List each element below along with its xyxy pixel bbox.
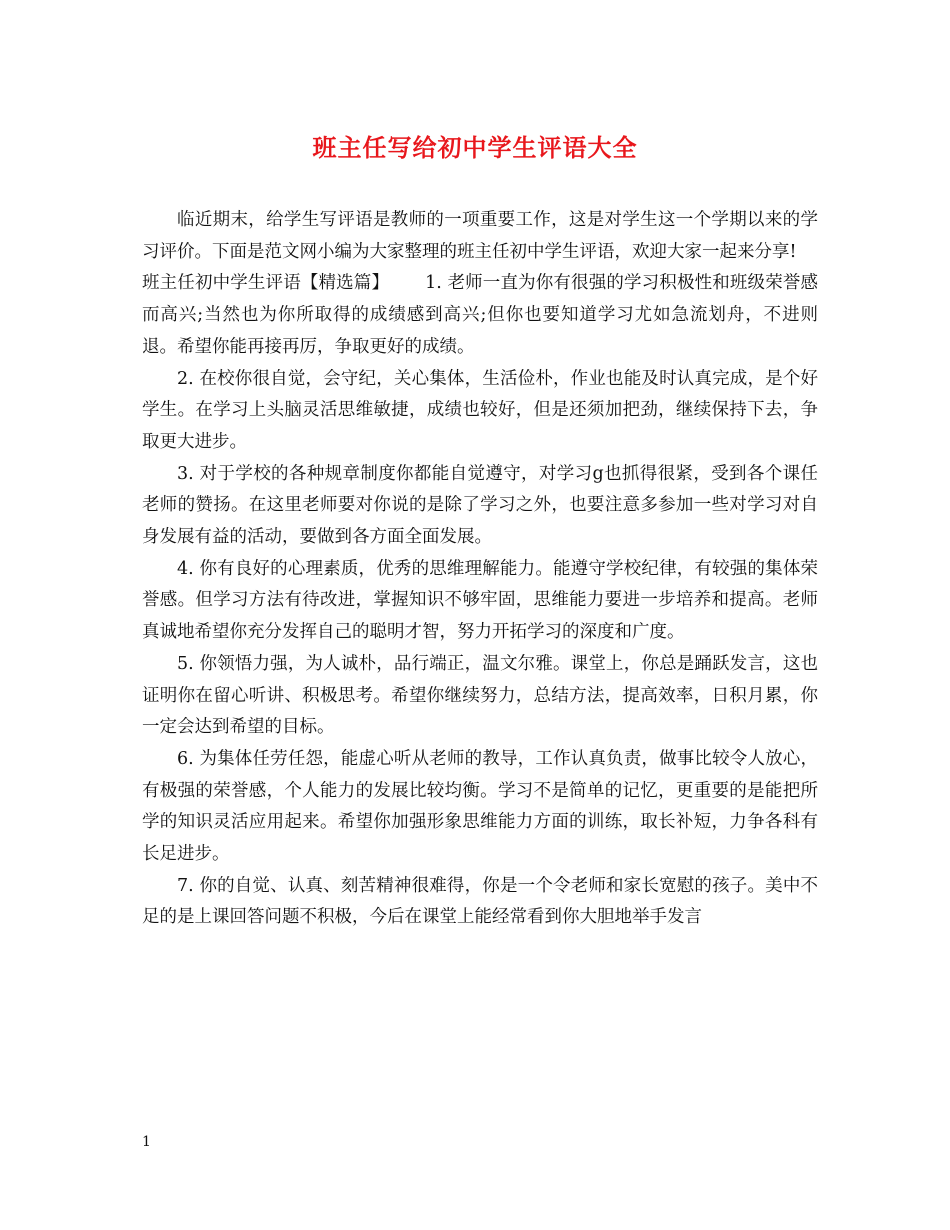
comment-paragraph-6: 6. 为集体任劳任怨，能虚心听从老师的教导，工作认真负责，做事比较令人放心，有极强的荣誉感，个人能力的发展比较均衡。学习不是简单的记忆，更重要的是能把所学的知识灵活应用起来。希望你加强形象思维能力方面的训练，取长补短，力争各科有长足进步。 xyxy=(142,748,818,865)
comment-paragraph-7: 7. 你的自觉、认真、刻苦精神很难得，你是一个令老师和家长宽慰的孩子。美中不足的是上课回答问题不积极，今后在课堂上能经常看到你大胆地举手发言 xyxy=(142,875,818,928)
comment-paragraph-2: 2. 在校你很自觉，会守纪，关心集体，生活俭朴，作业也能及时认真完成，是个好学生。在学习上头脑灵活思维敏捷，成绩也较好，但是还须加把劲，继续保持下去，争取更大进步。 xyxy=(142,368,818,452)
section-heading: 班主任初中学生评语【精选篇】 xyxy=(142,273,390,294)
document-body xyxy=(142,205,818,934)
comment-paragraph-3: 3. 对于学校的各种规章制度你都能自觉遵守，对学习g也抓得很紧，受到各个课任老师的赞扬。在这里老师要对你说的是除了学习之外，也要注意多参加一些对学习对自身发展有益的活动，要做到各方面全面发展。 xyxy=(142,463,818,548)
intro-paragraph: 临近期末，给学生写评语是教师的一项重要工作，这是对学生这一个学期以来的学习评价。下面是范文网小编为大家整理的班主任初中学生评语，欢迎大家一起来分享! xyxy=(142,210,818,262)
comment-paragraph-4: 4. 你有良好的心理素质，优秀的思维理解能力。能遵守学校纪律，有较强的集体荣誉感。但学习方法有待改进，掌握知识不够牢固，思维能力要进一步培养和提高。老师真诚地希望你充分发挥自己的聪明才智，努力开拓学习的深度和广度。 xyxy=(142,558,818,643)
document-title: 班主任写给初中学生评语大全 xyxy=(312,133,638,162)
section-paragraph xyxy=(142,268,818,363)
comment-paragraph-5: 5. 你领悟力强，为人诚朴，品行端正，温文尔雅。课堂上，你总是踊跃发言，这也证明你在留心听讲、积极思考。希望你继续努力，总结方法，提高效率，日积月累，你一定会达到希望的目标。 xyxy=(142,653,818,738)
comment-paragraph-1: 1. 老师一直为你有很强的学习积极性和班级荣誉感而高兴;当然也为你所取得的成绩感到高兴;但你也要知道学习尤如急流划舟，不进则退。希望你能再接再厉，争取更好的成绩。 xyxy=(142,273,818,357)
page-number: 1 xyxy=(142,1134,151,1150)
